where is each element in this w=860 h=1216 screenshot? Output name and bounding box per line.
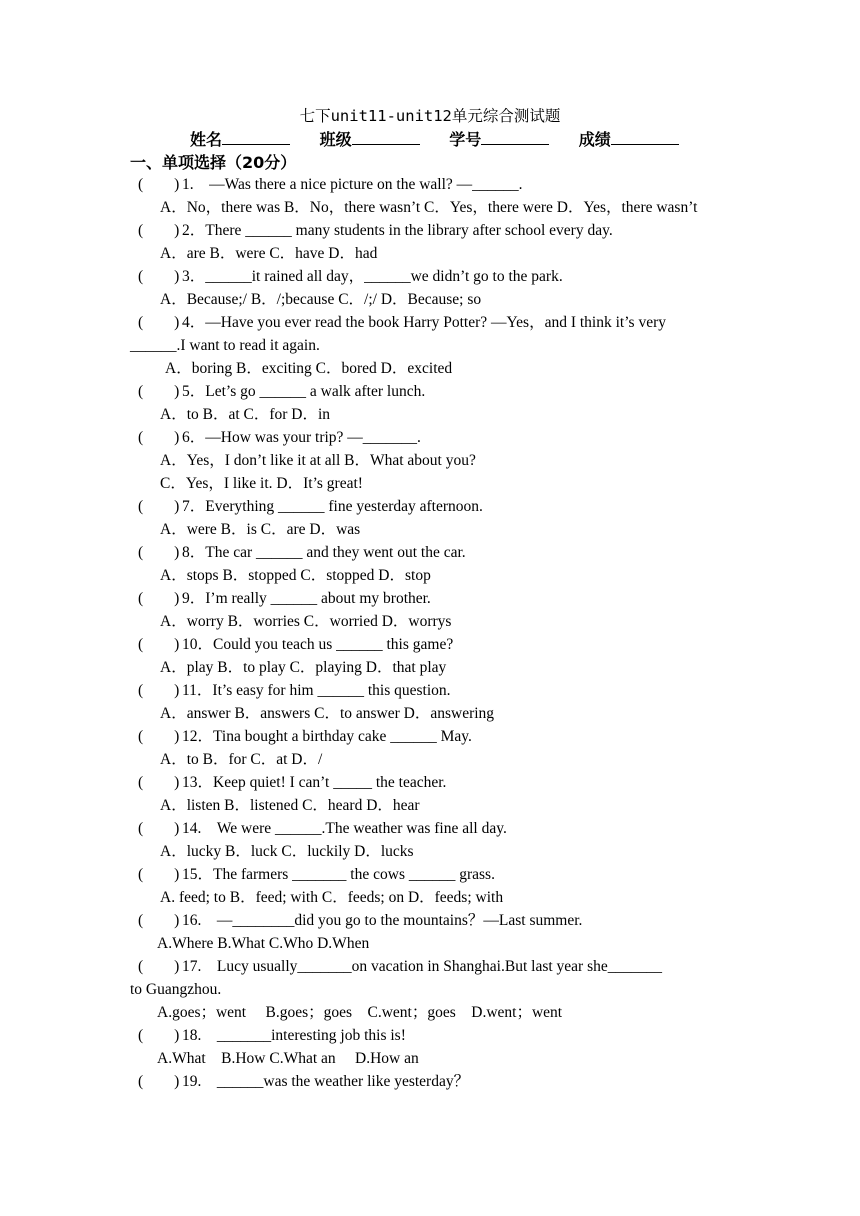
id-blank[interactable]	[481, 130, 549, 145]
answer-bracket[interactable]: ( )	[138, 728, 180, 745]
line-text: A．to B．at C．for D．in	[160, 406, 331, 423]
line-text: 7．Everything ______ fine yesterday afternoon.	[182, 498, 483, 515]
answer-bracket[interactable]: ( )	[138, 498, 180, 515]
name-label: 姓名	[190, 130, 223, 149]
line-text: A．play B．to play C．playing D．that play	[160, 659, 447, 676]
line-text: A．are B．were C．have D．had	[160, 245, 378, 262]
score-blank[interactable]	[611, 130, 679, 145]
line-text: 15．The farmers _______ the cows ______ grass.	[182, 866, 495, 883]
options-line	[160, 796, 420, 816]
class-field	[320, 127, 420, 150]
line-text: A．listen B．listened C．heard D．hear	[160, 797, 420, 814]
question-line	[138, 957, 662, 977]
line-text: A．boring B．exciting C．bored D．excited	[165, 360, 453, 377]
options-line	[160, 888, 503, 908]
answer-bracket[interactable]: ( )	[138, 912, 180, 929]
class-blank[interactable]	[352, 130, 420, 145]
line-text: A. feed; to B．feed; with C．feeds; on D．feeds; with	[160, 889, 504, 906]
question-line	[138, 382, 425, 402]
question-continuation	[130, 980, 221, 1000]
question-continuation	[130, 336, 320, 356]
question-line	[138, 589, 431, 609]
section-heading: 一、单项选择（20分）	[130, 153, 297, 172]
line-text: 11．It’s easy for him ______ this question.	[182, 682, 451, 699]
line-text: 3．______it rained all day，______we didn’t go to the park.	[182, 268, 563, 285]
page-title: 七下unit11-unit12单元综合测试题	[299, 107, 561, 125]
options-line	[160, 750, 322, 770]
options-line	[157, 934, 369, 954]
answer-bracket[interactable]: ( )	[138, 1073, 180, 1090]
options-line	[160, 290, 481, 310]
line-text: A.What B.How C.What an D.How an	[157, 1050, 419, 1067]
line-text: A．answer B．answers C．to answer D．answering	[160, 705, 495, 722]
line-text: A.goes；went B.goes；goes C.went；goes D.went；went	[157, 1004, 563, 1021]
question-line	[138, 221, 613, 241]
question-line	[138, 911, 582, 931]
question-line	[138, 681, 451, 701]
line-text: 12．Tina bought a birthday cake ______ May.	[182, 728, 472, 745]
line-text: 9．I’m really ______ about my brother.	[182, 590, 431, 607]
line-text: 5．Let’s go ______ a walk after lunch.	[182, 383, 426, 400]
options-line	[157, 1049, 419, 1069]
question-line	[138, 267, 563, 287]
line-text: A.Where B.What C.Who D.When	[157, 935, 370, 952]
class-label: 班级	[319, 130, 352, 149]
line-text: 6．—How was your trip? —_______.	[182, 429, 421, 446]
options-line	[160, 198, 697, 218]
question-line	[138, 175, 523, 195]
options-line	[160, 451, 476, 471]
options-line	[165, 359, 452, 379]
answer-bracket[interactable]: ( )	[138, 636, 180, 653]
options-line	[160, 842, 414, 862]
line-text: A．No，there was B．No，there wasn’t C．Yes，there were D．Yes，there wasn’t	[160, 199, 698, 216]
line-text: A．were B．is C．are D．was	[160, 521, 361, 538]
answer-bracket[interactable]: ( )	[138, 383, 180, 400]
answer-bracket[interactable]: ( )	[138, 429, 180, 446]
question-line	[138, 543, 466, 563]
line-text: 2．There ______ many students in the library after school every day.	[182, 222, 613, 239]
question-line	[138, 635, 453, 655]
score-field	[579, 127, 679, 150]
options-line	[160, 612, 451, 632]
options-line	[160, 474, 363, 494]
question-line	[138, 819, 507, 839]
line-text: 1. —Was there a nice picture on the wall? —______.	[182, 176, 523, 193]
student-info-row	[190, 127, 703, 150]
answer-bracket[interactable]: ( )	[138, 958, 180, 975]
line-text: A．Because;/ B．/;because C．/;/ D．Because; so	[160, 291, 482, 308]
id-label: 学号	[449, 130, 482, 149]
question-line	[138, 497, 483, 517]
question-line	[138, 1072, 469, 1092]
options-line	[160, 566, 431, 586]
question-line	[138, 313, 666, 333]
line-text: 16. —________did you go to the mountains？—Last summer.	[182, 912, 583, 929]
question-line	[138, 865, 495, 885]
line-text: 8．The car ______ and they went out the car.	[182, 544, 466, 561]
name-field	[190, 127, 290, 150]
answer-bracket[interactable]: ( )	[138, 866, 180, 883]
answer-bracket[interactable]: ( )	[138, 774, 180, 791]
answer-bracket[interactable]: ( )	[138, 314, 180, 331]
line-text: A．Yes，I don’t like it at all B．What about you?	[160, 452, 476, 469]
line-text: 17. Lucy usually_______on vacation in Shanghai.But last year she_______	[182, 958, 662, 975]
line-text: A．to B．for C．at D．/	[160, 751, 323, 768]
line-text: 10．Could you teach us ______ this game?	[182, 636, 454, 653]
answer-bracket[interactable]: ( )	[138, 268, 180, 285]
question-line	[138, 773, 446, 793]
answer-bracket[interactable]: ( )	[138, 1027, 180, 1044]
name-blank[interactable]	[222, 130, 290, 145]
question-line	[138, 1026, 406, 1046]
options-line	[160, 704, 494, 724]
options-line	[160, 520, 360, 540]
answer-bracket[interactable]: ( )	[138, 222, 180, 239]
line-text: A．lucky B．luck C．luckily D．lucks	[160, 843, 414, 860]
id-field	[449, 127, 549, 150]
score-label: 成绩	[578, 130, 611, 149]
options-line	[160, 405, 330, 425]
question-line	[138, 727, 472, 747]
answer-bracket[interactable]: ( )	[138, 544, 180, 561]
answer-bracket[interactable]: ( )	[138, 682, 180, 699]
line-text: A．stops B．stopped C．stopped D．stop	[160, 567, 431, 584]
line-text: to Guangzhou.	[130, 981, 222, 998]
line-text: 4．—Have you ever read the book Harry Potter? —Yes，and I think it’s very	[182, 314, 666, 331]
answer-bracket[interactable]: ( )	[138, 820, 180, 837]
answer-bracket[interactable]: ( )	[138, 590, 180, 607]
options-line	[157, 1003, 562, 1023]
line-text: 13．Keep quiet! I can’t _____ the teacher.	[182, 774, 447, 791]
line-text: 18. _______interesting job this is!	[182, 1027, 406, 1044]
answer-bracket[interactable]: ( )	[138, 176, 180, 193]
line-text: ______.I want to read it again.	[130, 337, 320, 354]
line-text: A．worry B．worries C．worried D．worrys	[160, 613, 452, 630]
question-line	[138, 428, 421, 448]
line-text: 19. ______was the weather like yesterday？	[182, 1073, 470, 1090]
options-line	[160, 244, 377, 264]
line-text: C．Yes，I like it. D．It’s great!	[160, 475, 363, 492]
options-line	[160, 658, 446, 678]
line-text: 14. We were ______.The weather was fine all day.	[182, 820, 507, 837]
